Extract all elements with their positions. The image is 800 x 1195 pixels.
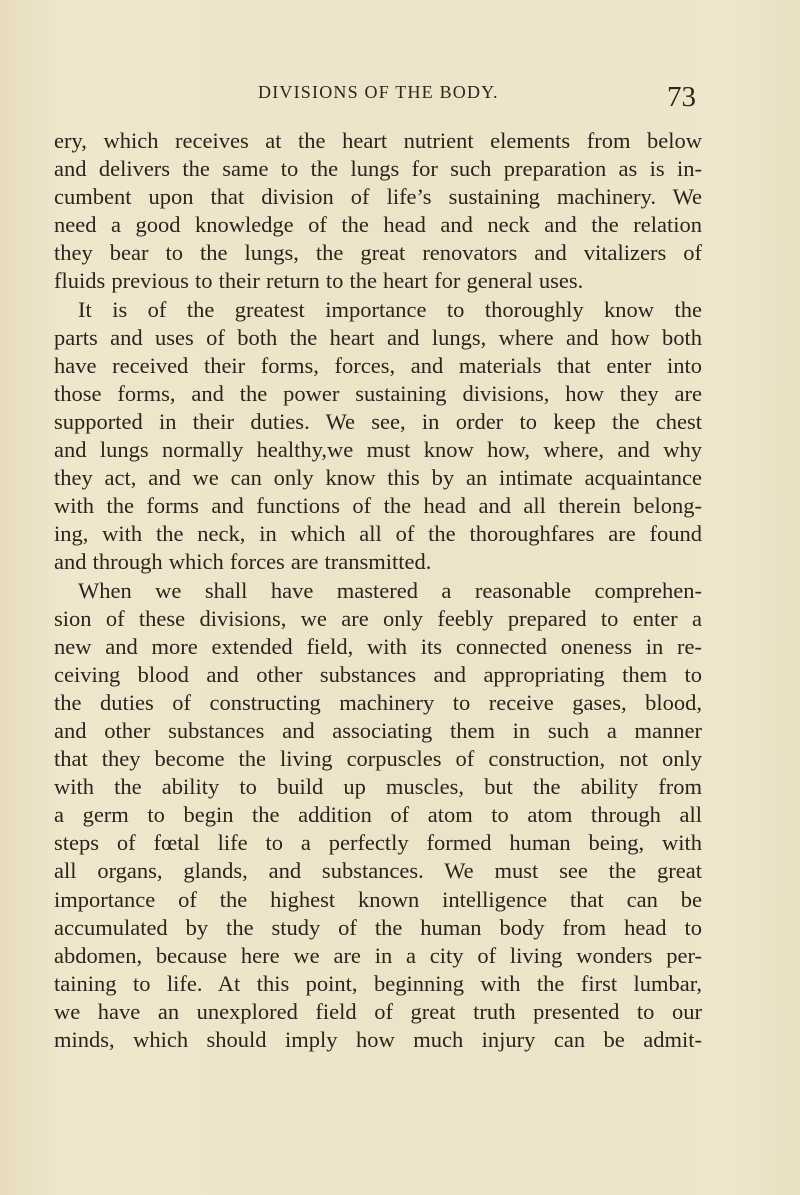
text-line: with the forms and functions of the head and all therein belong- bbox=[54, 493, 702, 519]
text-line: parts and uses of both the heart and lungs, where and how both bbox=[54, 324, 702, 350]
text-line: they bear to the lungs, the great renovators and vitalizers of bbox=[54, 240, 702, 266]
text-line: When we shall have mastered a reasonable comprehen- bbox=[78, 577, 702, 603]
text-line: and delivers the same to the lungs for such preparation as is in- bbox=[54, 156, 702, 182]
text-line: a germ to begin the addition of atom to atom through all bbox=[54, 802, 702, 828]
text-line: and lungs normally healthy,we must know how, where, and why bbox=[54, 437, 702, 463]
text-line: minds, which should imply how much injury can be admit- bbox=[54, 1027, 702, 1052]
running-head: DIVISIONS OF THE BODY. bbox=[258, 82, 499, 102]
text-line: fluids previous to their return to the heart for general uses. bbox=[54, 268, 584, 294]
text-line: with the ability to build up muscles, but the ability from bbox=[54, 774, 702, 800]
text-line: ery, which receives at the heart nutrient elements from below bbox=[54, 128, 702, 153]
text-line: sion of these divisions, we are only feebly prepared to enter a bbox=[54, 605, 702, 631]
body-text bbox=[54, 127, 702, 1054]
text-line: that they become the living corpuscles of construction, not only bbox=[54, 746, 702, 772]
text-line: have received their forms, forces, and materials that enter into bbox=[54, 352, 702, 378]
text-line: importance of the highest known intelligence that can be bbox=[54, 886, 702, 912]
text-line: and through which forces are transmitted. bbox=[54, 549, 432, 575]
text-line: abdomen, because here we are in a city of living wonders per- bbox=[54, 942, 702, 968]
text-line: the duties of constructing machinery to receive gases, blood, bbox=[54, 689, 702, 715]
text-line: steps of fœtal life to a perfectly formed human being, with bbox=[54, 830, 702, 856]
text-line: ing, with the neck, in which all of the thoroughfares are found bbox=[54, 521, 702, 547]
text-line: ceiving blood and other substances and appropriating them to bbox=[54, 661, 702, 687]
text-line: accumulated by the study of the human body from head to bbox=[54, 914, 702, 940]
text-line: taining to life. At this point, beginning with the first lumbar, bbox=[54, 970, 702, 996]
text-line: new and more extended field, with its connected oneness in re- bbox=[54, 633, 702, 659]
text-line: and other substances and associating them in such a manner bbox=[54, 717, 702, 743]
text-line: It is of the greatest importance to thoroughly know the bbox=[78, 296, 702, 322]
text-line: we have an unexplored field of great truth presented to our bbox=[54, 998, 702, 1024]
text-line: all organs, glands, and substances. We must see the great bbox=[54, 858, 702, 884]
text-line: those forms, and the power sustaining divisions, how they are bbox=[54, 380, 702, 406]
text-line: need a good knowledge of the head and neck and the relation bbox=[54, 212, 702, 238]
text-line: they act, and we can only know this by an intimate acquaintance bbox=[54, 465, 702, 491]
text-line: supported in their duties. We see, in order to keep the chest bbox=[54, 408, 702, 434]
text-line: cumbent upon that division of life’s sustaining machinery. We bbox=[54, 184, 702, 210]
page-number: 73 bbox=[667, 81, 696, 113]
